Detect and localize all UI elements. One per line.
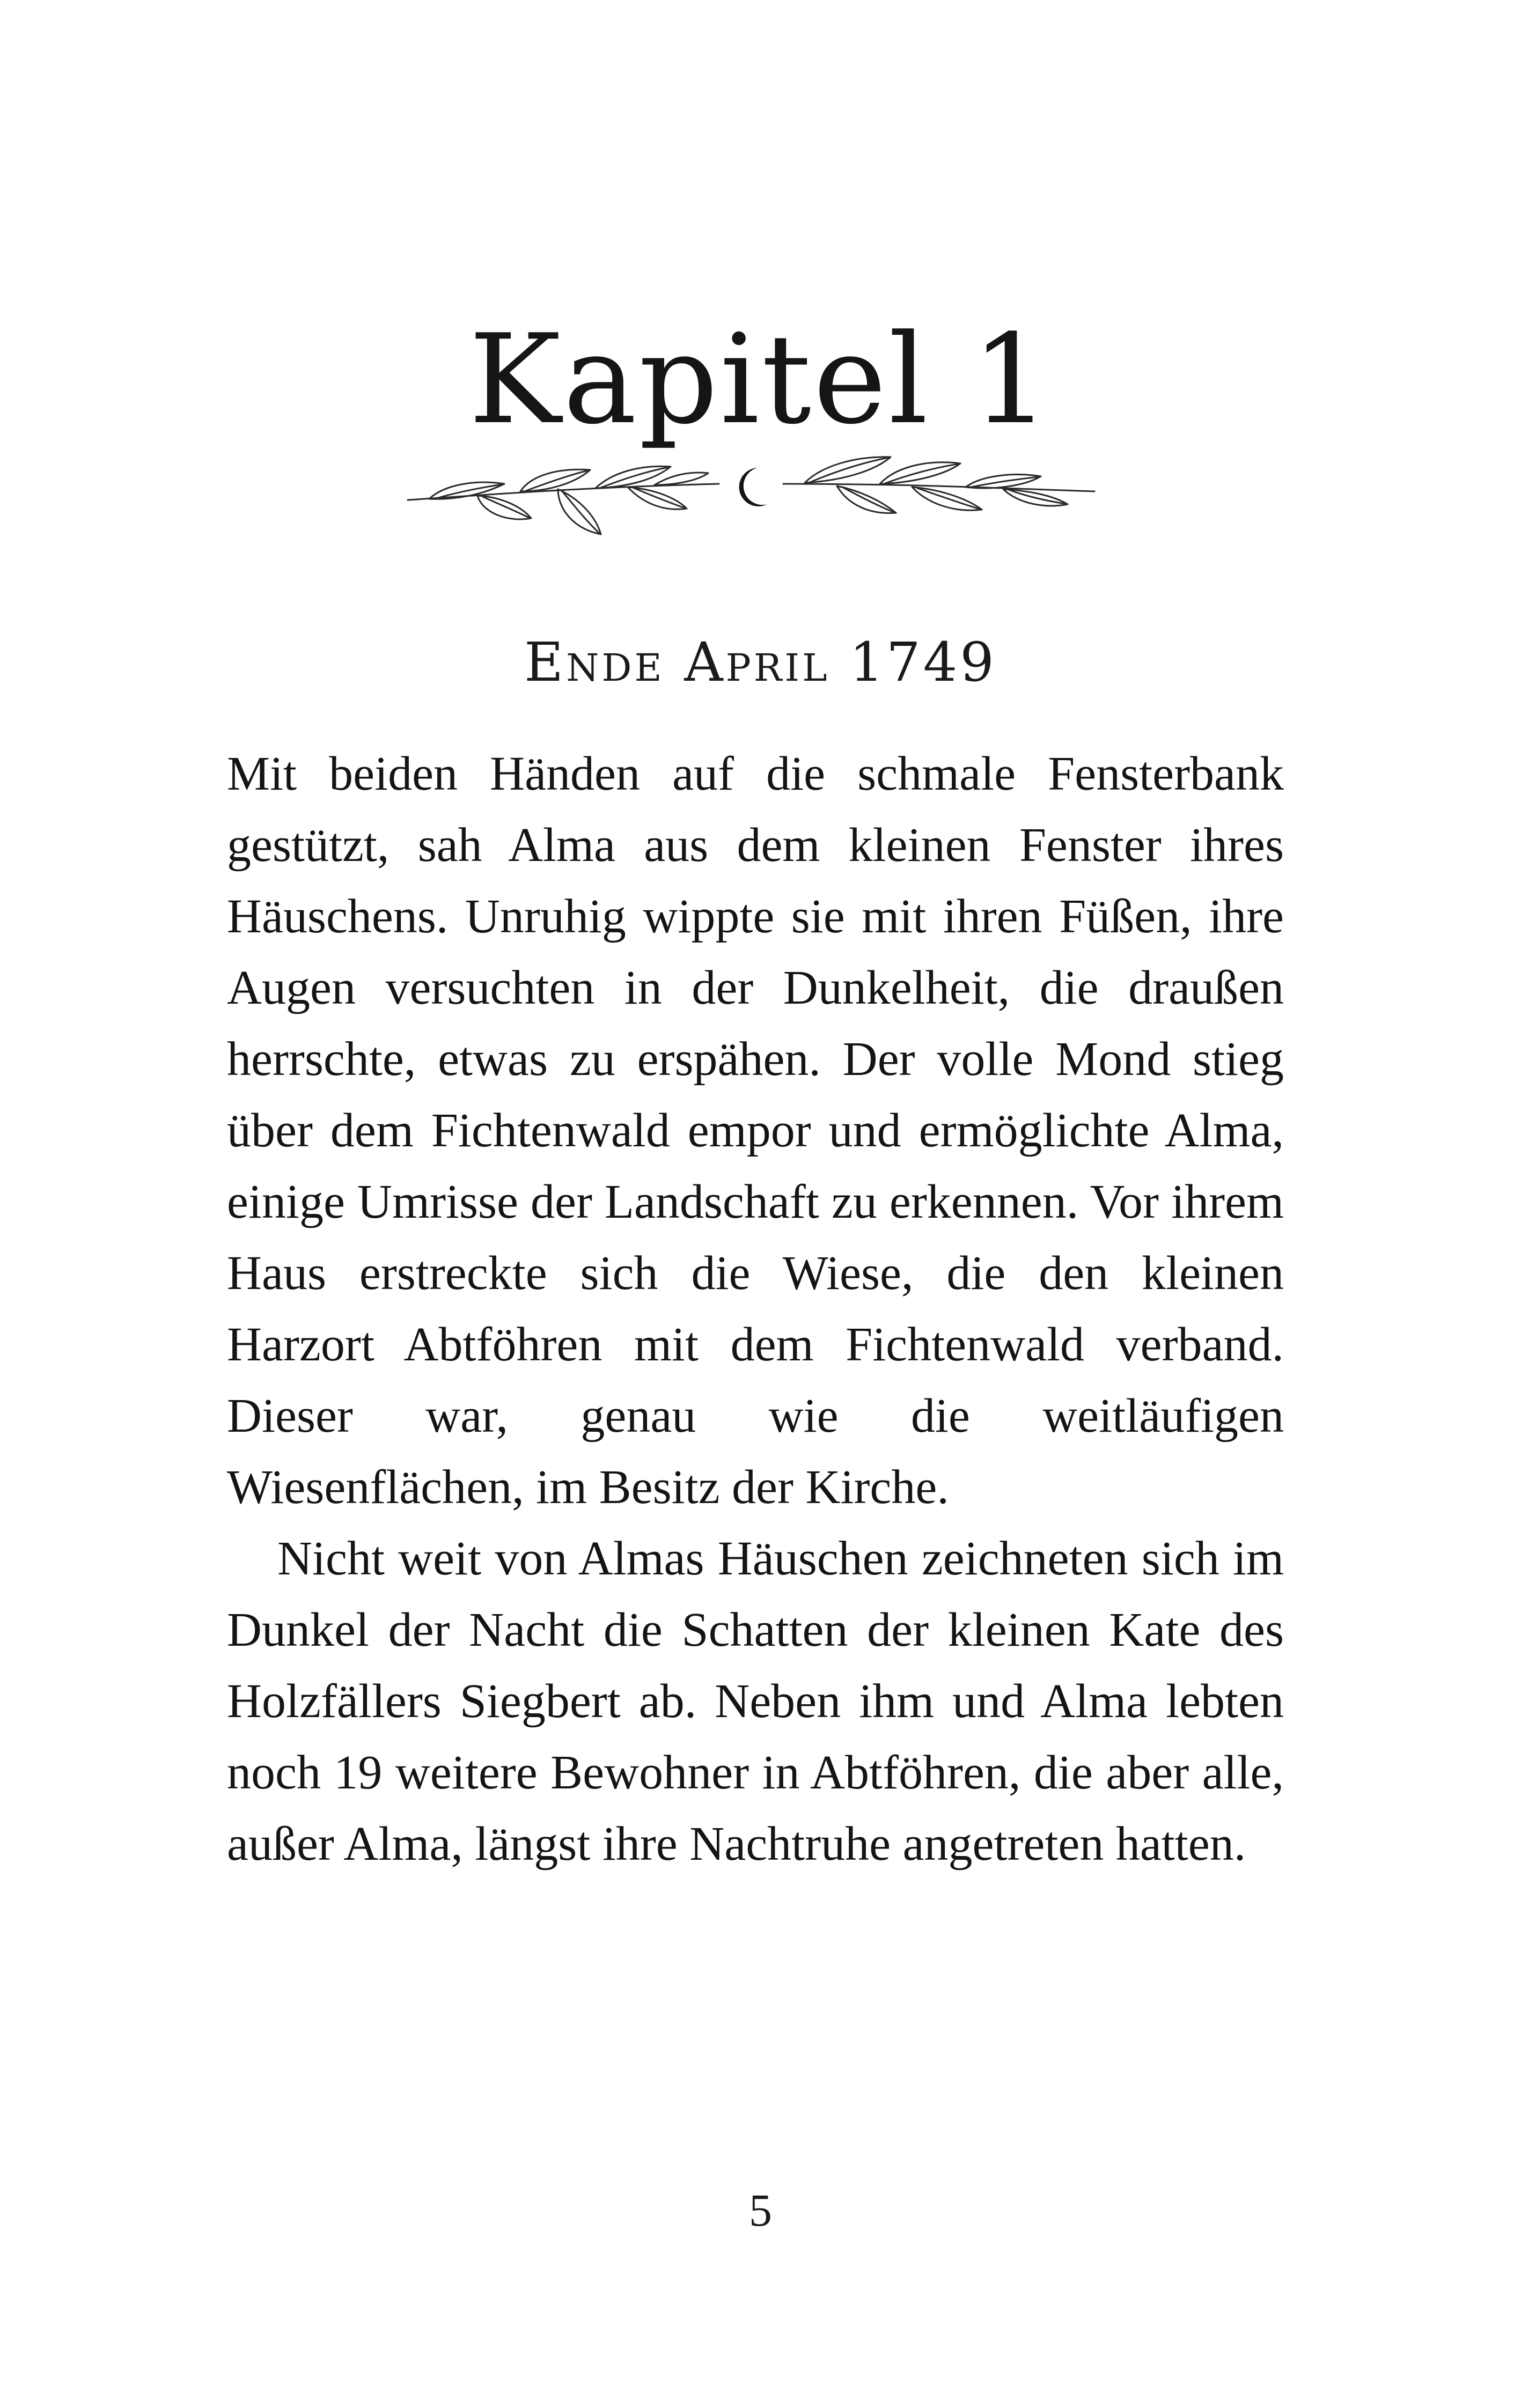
paragraph: Nicht weit von Almas Häuschen zeichneten sich im Dunkel der Nacht die Schatten der kleinen Kate des Holzfällers Siegbert ab. Neben ihm und Alma lebten noch 19 weitere Bewohner in Abtföhren, die aber alle, außer Alma, längst ihre Nachtruhe angetreten hatten. [227,1532,1284,1871]
crescent-moon-icon [739,468,767,506]
page-number: 5 [749,2184,772,2236]
chapter-date-text: Ende April 1749 [524,631,997,694]
paragraph: Mit beiden Händen auf die schmale Fensterbank gestützt, sah Alma aus dem kleinen Fenster ihres Häuschens. Unruhig wippte sie mit ihren Füßen, ihre Augen versuchten in der Dunkelheit, die draußen herrschte, etwas zu erspähen. Der volle Mond stieg über dem Fichtenwald empor und ermöglichte Alma, einige Umrisse der Landschaft zu erkennen. Vor ihrem Haus erstreckte sich die Wiese, die den kleinen Harzort Abtföhren mit dem Fichtenwald verband. Dieser war, genau wie die weitläufigen Wiesenflächen, im Besitz der Kirche. [227,747,1284,1514]
chapter-title: Kapitel 1 [468,308,1053,452]
body-text [227,738,1284,1880]
left-laurel-branch [408,466,719,534]
laurel-divider-ornament [397,424,1105,553]
right-laurel-branch [783,457,1094,513]
chapter-date-subtitle [0,633,1521,692]
